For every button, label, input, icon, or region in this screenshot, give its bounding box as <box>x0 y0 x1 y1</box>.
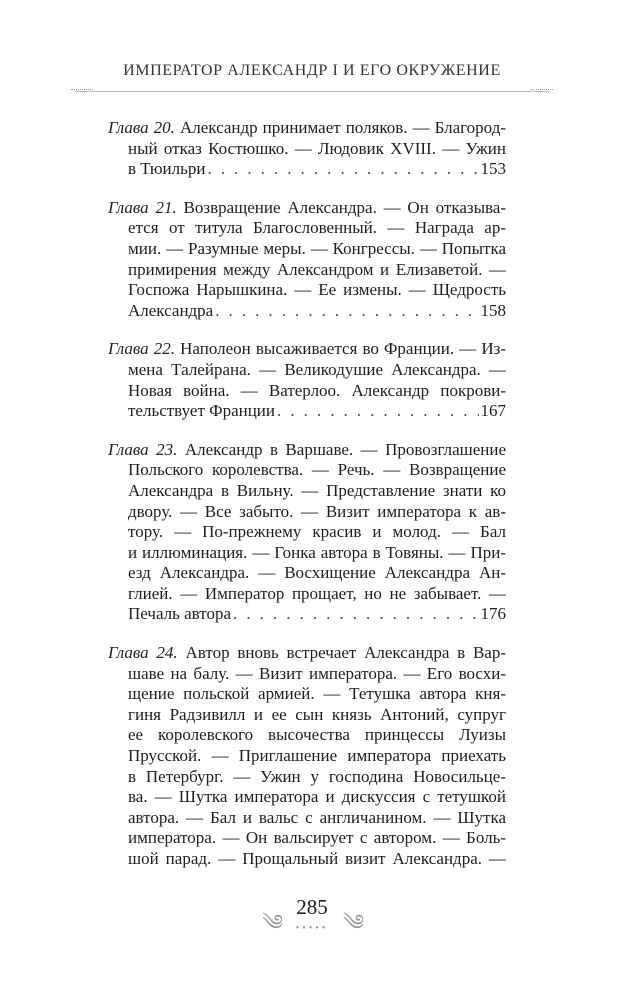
entry-first-line <box>108 440 506 461</box>
entry-line: мена Талейрана. — Великодушие Александра. — <box>128 359 506 379</box>
entry-page-number: 176 <box>480 604 506 624</box>
chapter-label: Глава 21. <box>108 197 177 217</box>
entry-line: автора. — Бал и вальс с англичанином. — Шутка <box>128 807 506 827</box>
entry-line: Прусской. — Приглашение императора приехать <box>128 746 506 766</box>
entry-first-line <box>108 643 506 664</box>
entry-line: ее королевского высочества принцессы Луизы <box>128 725 506 745</box>
entry-line: мии. — Разумные меры. — Конгрессы. — Попытка <box>128 238 506 258</box>
entry-line: шаве на балу. — Визит императора. — Его восхи- <box>128 663 506 683</box>
entry-line: щение польской армией. — Тетушка автора кня- <box>128 684 506 704</box>
dot-leader <box>277 401 479 422</box>
entry-text: Александр принимает поляков. — Благород- <box>179 118 506 137</box>
entry-page-number: 158 <box>480 300 506 320</box>
entry-line: в Петербург. — Ужин у господина Новосильце- <box>128 766 506 786</box>
toc-entry <box>108 440 506 625</box>
toc-entry <box>108 643 506 870</box>
entry-text: в Тюильри <box>128 159 206 179</box>
entry-line: ный отказ Костюшко. — Людовик XVIII. — Ужин <box>128 138 506 158</box>
entry-first-line <box>108 198 506 219</box>
running-head: ИМПЕРАТОР АЛЕКСАНДР I И ЕГО ОКРУЖЕНИЕ <box>123 62 501 79</box>
folio-dots-ornament: ••••• <box>295 923 329 934</box>
entry-last-line <box>108 604 506 625</box>
entry-last-line <box>108 159 506 180</box>
toc-entry <box>108 339 506 421</box>
entry-line: Новая война. — Ватерлоо. Александр покрови- <box>128 380 506 400</box>
chapter-label: Глава 23. <box>108 439 178 459</box>
toc-entry <box>108 198 506 322</box>
entry-last-line <box>108 301 506 322</box>
entry-line: и иллюминация. — Гонка автора в Товяны. — При- <box>128 542 506 562</box>
entry-text: тельствует Франции <box>128 401 275 421</box>
entry-line: Польского королевства. — Речь. — Возвращение <box>128 460 506 480</box>
entry-text: Печаль автора <box>128 604 232 624</box>
entry-text: Автор вновь встречает Александра в Вар- <box>185 643 506 663</box>
dot-leader <box>233 604 478 625</box>
entry-line: примирения между Александром и Елизаветой. — <box>128 259 506 279</box>
entry-text: Наполеон высаживается во Франции. — Из- <box>180 339 506 359</box>
toc-entry <box>108 118 506 180</box>
entry-line: Александра в Вильну. — Представление знати ко <box>128 480 506 500</box>
entry-line: двору. — Все забыто. — Визит императора к ав- <box>128 501 506 521</box>
dot-leader <box>215 301 478 322</box>
entry-text: Александра <box>128 300 214 320</box>
entry-line: Госпожа Нарышкина. — Ее измены. — Щедрость <box>128 280 506 300</box>
entry-first-line <box>108 339 506 360</box>
entry-line: ва. — Шутка императора и дискуссия с тетушкой <box>128 787 506 807</box>
entry-page-number: 153 <box>480 159 506 179</box>
entry-line: езд Александра. — Восхищение Александра Ан- <box>128 563 506 583</box>
entry-line: императора. — Он вальсирует с автором. — Боль- <box>128 828 506 848</box>
entry-first-line <box>108 118 506 139</box>
entry-last-line <box>108 401 506 422</box>
entry-line: ется от титула Благословенный. — Награда ар- <box>128 218 506 238</box>
entry-line: шой парад. — Прощальный визит Александра. — <box>128 849 506 868</box>
header-rule-ornament <box>75 91 549 92</box>
entry-line: глией. — Император прощает, но не забывает. — <box>128 583 506 603</box>
entry-text: Александр в Варшаве. — Провозглашение <box>184 439 506 459</box>
left-flourish-icon: ༄ <box>262 910 284 935</box>
table-of-contents <box>108 118 506 888</box>
entry-line: гиня Радзивилл и ее сын князь Антоний, супруг <box>128 704 506 724</box>
chapter-label: Глава 22. <box>108 339 176 359</box>
entry-text: Возвращение Александра. — Он отказыва- <box>183 197 506 217</box>
entry-page-number: 167 <box>480 401 506 421</box>
chapter-label: Глава 24. <box>108 643 178 663</box>
page-number: 285 <box>296 895 328 919</box>
right-flourish-icon: ༄ <box>343 910 365 935</box>
dot-leader <box>207 159 478 180</box>
chapter-label: Глава 20. <box>108 118 175 137</box>
entry-line: тору. — По-прежнему красив и молод. — Бал <box>128 522 506 542</box>
